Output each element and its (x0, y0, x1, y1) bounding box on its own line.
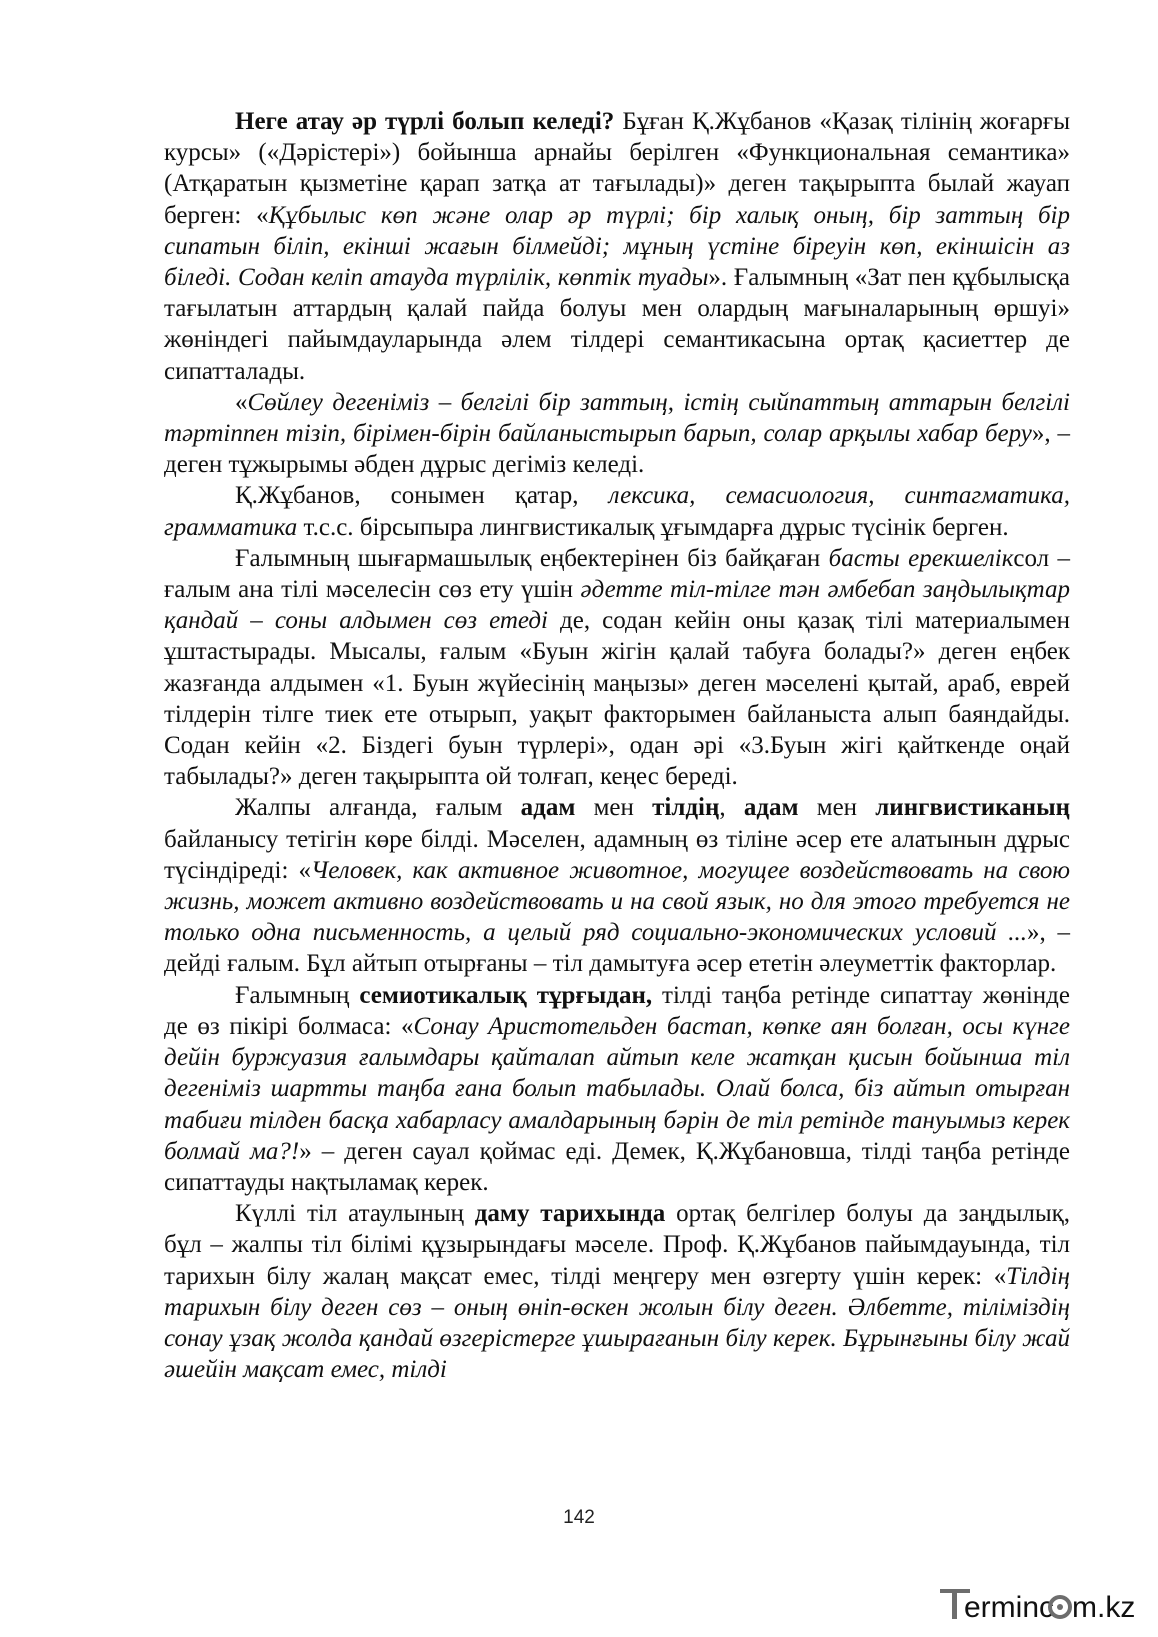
text-run: Ғалымның шығармашылық еңбектерінен біз байқаған (235, 544, 829, 572)
bold-text-run: адам (520, 794, 576, 822)
italic-text-run: Сөйлеу дегеніміз – белгілі бір заттың, істің сыйпаттың аттарын белгілі тәртіппен тізіп, бірімен-бірін байланыстырып барып, солар арқылы хабар беру (164, 388, 1070, 448)
text-run: », – дейді ғалым. Бұл айтып отырғаны – тіл дамытуға әсер ететін әлеуметтік факторлар. (164, 919, 1070, 978)
paragraph (164, 106, 1070, 387)
paragraph (164, 980, 1070, 1198)
bold-text-run: тілдің (652, 794, 720, 822)
bold-text-run: даму тарихында (474, 1200, 666, 1228)
bold-text-run: Неге атау әр түрлі болып келеді? (235, 108, 615, 135)
italic-text-run: Человек, как активное животное, могущее воздействовать на свою жизнь, может активно воздействовать и на свой язык, но для этого требуется не только одна письменность, а целый ряд социально-экономических условий ... (164, 856, 1070, 947)
text-run: сол – ғалым ана тілі мәселесін сөз ету үшін (164, 544, 1070, 604)
text-run: мен (798, 794, 876, 822)
italic-text-run: Құбылыс көп және олар әр түрлі; бір халық оның, бір заттың бір сипатын біліп, екінші жағын білмейді; мұның үстіне біреуін көп, екіншісін аз біледі. Содан келіп атауда түрлілік, көптік туады (164, 201, 1070, 292)
italic-text-run: басты ерекшелік (828, 544, 1014, 572)
text-run: Жалпы алғанда, ғалым (235, 794, 521, 822)
italic-text-run: лексика, семасиология, синтагматика, грамматика (164, 482, 1070, 541)
logo-text-part: ermin (964, 1591, 1040, 1624)
bold-text-run: семиотикалық тұрғыдан, (359, 981, 653, 1009)
logo-text-part: m.kz (1072, 1591, 1136, 1624)
text-run: т.с.с. бірсыпыра лингвистикалық ұғымдарға дұрыс түсінік берген. (297, 513, 1009, 541)
text-run: » – деген сауал қоймас еді. Демек, Қ.Жұбановша, тілді таңба ретінде сипаттауды нақтыламақ керек. (164, 1137, 1070, 1196)
text-run: тілді таңба ретінде сипаттау жөнінде де өз пікірі болмаса: « (164, 981, 1070, 1040)
text-run: байланысу тетігін көре білді. Мәселен, адамның өз тіліне әсер ете алатынын дұрыс түсіндіреді: « (164, 825, 1070, 884)
bold-text-run: адам (743, 794, 799, 822)
text-run: Бұған Қ.Жұбанов «Қазақ тілінің жоғарғы курсы» («Дәрістері») бойынша арнайы берілген «Функциональная семантика» (Атқаратын қызметіне қарап затқа ат тағылады)» деген тақырыпта былай жауап берген: « (164, 108, 1070, 229)
logo-text-part: c (1039, 1591, 1055, 1624)
text-run: Ғалымның (235, 981, 360, 1009)
termincom-logo-watermark (938, 1583, 1152, 1627)
page-number: 142 (563, 1507, 595, 1528)
paragraph (164, 480, 1070, 542)
text-run: , (719, 794, 744, 822)
italic-text-run: әдетте тіл-тілге тән әмбебап заңдылықтар қандай – соны алдымен сөз етеді (164, 576, 1071, 635)
text-run: « (235, 388, 248, 416)
bold-text-run: лингвистиканың (875, 794, 1071, 822)
italic-text-run: Тілдің тарихын білу деген сөз – оның өніп-өскен жолын білу деген. Әлбетте, тіліміздің сонау ұзақ жолда қандай өзгерістерге ұшырағанын білу керек. Бұрынғыны білу жай әшейін мақсат емес, тілді (164, 1262, 1070, 1384)
text-run: », – деген тұжырымы әбден дұрыс дегіміз келеді. (164, 420, 1070, 479)
document-body (164, 106, 1070, 1385)
paragraph (164, 1198, 1070, 1385)
text-run: Қ.Жұбанов, сонымен қатар, (235, 482, 609, 510)
text-run: ортақ белгілер болуы да заңдылық, бұл – жалпы тіл білімі құзырындағы мәселе. Проф. Қ.Жұбанов пайымдауында, тіл тарихын білу жалаң мақсат емес, тілді меңгеру мен өзгерту үшін керек: « (164, 1200, 1071, 1290)
text-run: мен (575, 794, 653, 822)
text-run: де, содан кейін оны қазақ тілі материалымен ұштастырады. Мысалы, ғалым «Буын жігін қалай табуға болады?» деген еңбек жазғанда алдымен «1. Буын жүйесінің маңызы» деген мәселені қытай, араб, еврей тілдерін тілге тиек ете отырып, уақыт факторымен байланыста алып баяндайды. Содан кейін «2. Біздегі буын түрлері», одан әрі «3.Буын жігі қайткенде оңай табылады?» деген тақырыпта ой толғап, кеңес береді. (164, 607, 1071, 791)
paragraph (164, 387, 1070, 481)
text-run: ». Ғалымның «Зат пен құбылысқа тағылатын аттардың қалай пайда болуы мен олардың мағыналарының өршуі» жөніндегі пайымдауларында әлем тілдері семантикасына ортақ қасиеттер де сипатталады. (164, 264, 1071, 385)
paragraph (164, 543, 1070, 793)
paragraph (164, 792, 1070, 979)
text-run: Күллі тіл атаулының (235, 1200, 475, 1228)
italic-text-run: Сонау Аристотельден бастап, көпке аян болған, осы күнге дейін буржуазия ғалымдары қайталап айтып келе жатқан қисын бойынша тіл дегеніміз шартты таңба ғана болып табылады. Олай болса, біз айтып отырған табиғи тілден басқа хабарласу амалдарының бәрін де тіл ретінде тануымыз керек болмай ма?! (164, 1012, 1071, 1165)
